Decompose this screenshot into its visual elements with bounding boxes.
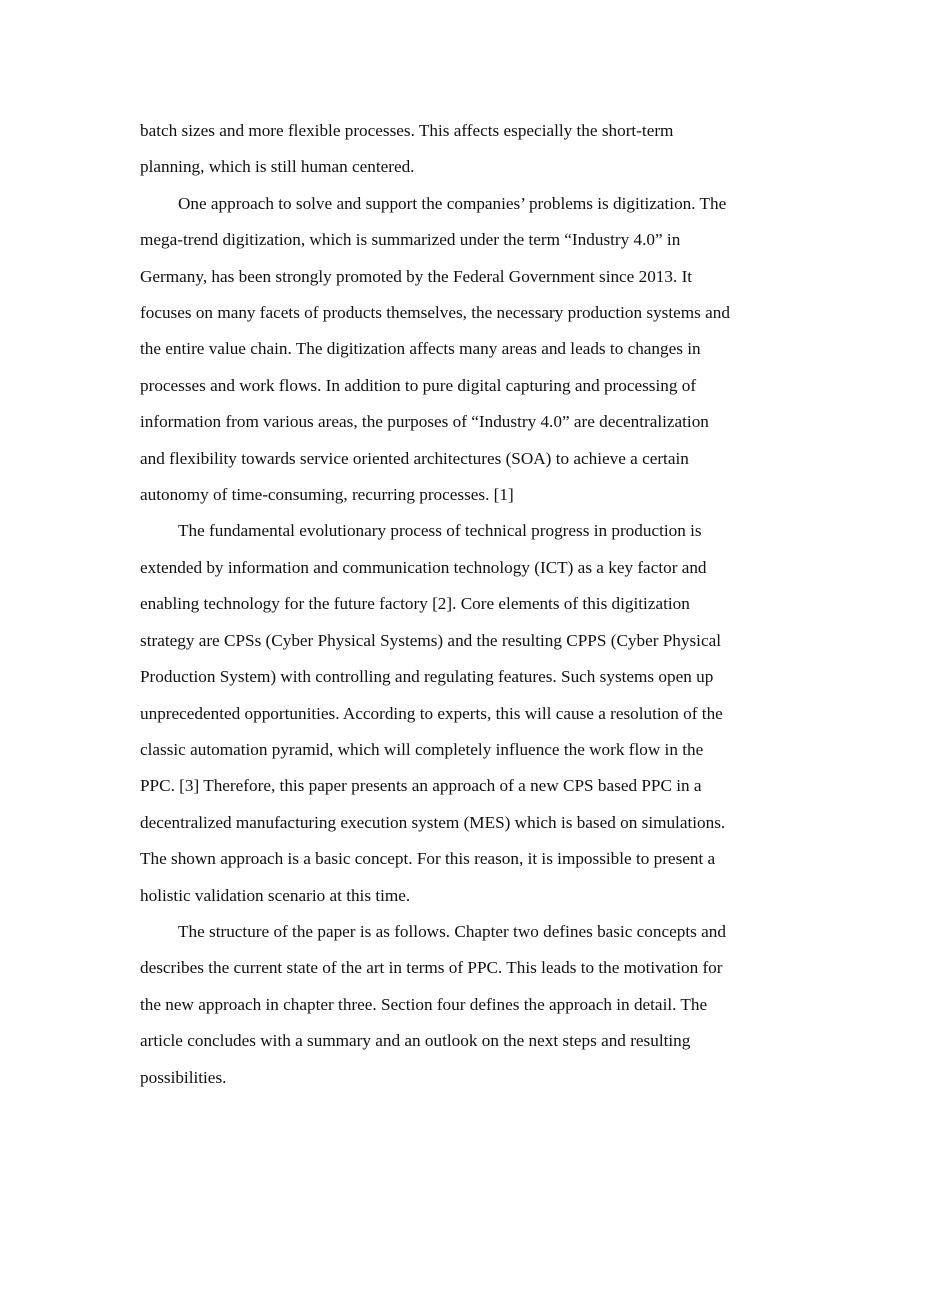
page-body xyxy=(140,113,788,1096)
text-line: batch sizes and more flexible processes. This affects especially the short-term xyxy=(140,121,674,140)
text-line: The shown approach is a basic concept. For this reason, it is impossible to present a xyxy=(140,849,716,869)
text-line: focuses on many facets of products themselves, the necessary production systems and xyxy=(140,303,730,323)
text-line: decentralized manufacturing execution system (MES) which is based on simulations. xyxy=(140,812,726,832)
text-line: One approach to solve and support the companies’ problems is digitization. The xyxy=(178,193,727,213)
text-line: holistic validation scenario at this time. xyxy=(140,885,411,905)
text-line: possibilities. xyxy=(140,1067,227,1087)
paragraph-1 xyxy=(140,113,788,186)
text-line: The structure of the paper is as follows. Chapter two defines basic concepts and xyxy=(178,921,726,941)
text-line: information from various areas, the purposes of “Industry 4.0” are decentralization xyxy=(140,412,709,432)
text-line: the new approach in chapter three. Section four defines the approach in detail. The xyxy=(140,994,708,1014)
text-line: Production System) with controlling and regulating features. Such systems open up xyxy=(140,667,714,687)
text-line: PPC. [3] Therefore, this paper presents an approach of a new CPS based PPC in a xyxy=(140,776,702,796)
text-line: article concludes with a summary and an outlook on the next steps and resulting xyxy=(140,1031,691,1051)
text-line: strategy are CPSs (Cyber Physical Systems) and the resulting CPPS (Cyber Physical xyxy=(140,630,721,650)
text-line: and flexibility towards service oriented architectures (SOA) to achieve a certain xyxy=(140,448,689,468)
text-line: Germany, has been strongly promoted by the Federal Government since 2013. It xyxy=(140,266,693,286)
paragraph-4 xyxy=(140,914,788,1096)
text-line: unprecedented opportunities. According to experts, this will cause a resolution of the xyxy=(140,703,723,723)
text-line: extended by information and communication technology (ICT) as a key factor and xyxy=(140,557,707,577)
text-line: mega-trend digitization, which is summarized under the term “Industry 4.0” in xyxy=(140,230,681,250)
text-line: planning, which is still human centered. xyxy=(140,157,415,177)
text-line: the entire value chain. The digitization affects many areas and leads to changes in xyxy=(140,339,701,359)
text-line: autonomy of time-consuming, recurring processes. [1] xyxy=(140,485,514,505)
text-line: enabling technology for the future factory [2]. Core elements of this digitization xyxy=(140,594,690,614)
paragraph-3 xyxy=(140,513,788,913)
paragraph-2 xyxy=(140,186,788,514)
text-line: The fundamental evolutionary process of technical progress in production is xyxy=(178,521,702,541)
text-line: classic automation pyramid, which will completely influence the work flow in the xyxy=(140,739,704,759)
text-line: processes and work flows. In addition to pure digital capturing and processing of xyxy=(140,375,697,395)
text-line: describes the current state of the art in terms of PPC. This leads to the motivation for xyxy=(140,958,723,978)
